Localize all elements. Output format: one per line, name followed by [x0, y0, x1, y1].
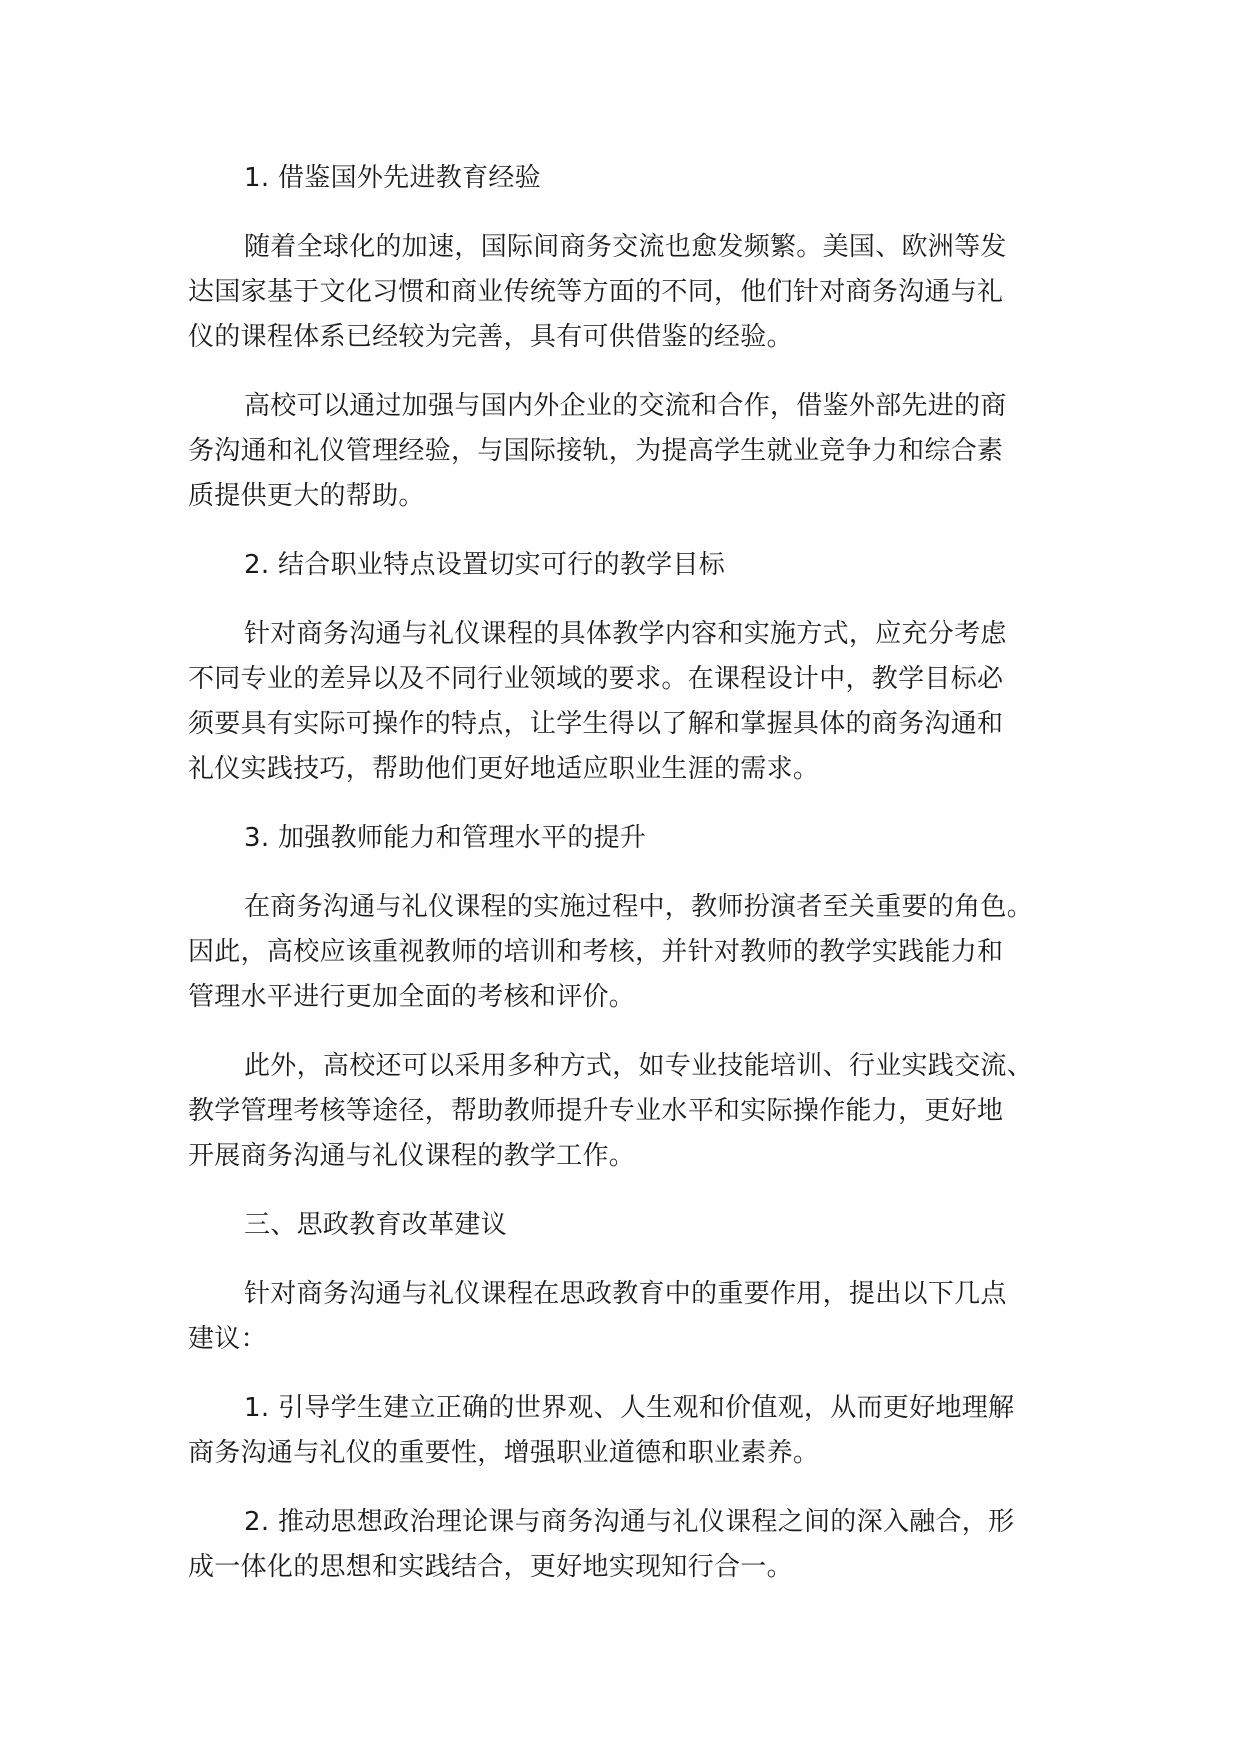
text-line: 质提供更大的帮助。	[188, 481, 425, 511]
text-line: 礼仪实践技巧，帮助他们更好地适应职业生涯的需求。	[188, 754, 820, 784]
body-paragraph	[188, 1044, 1068, 1179]
text-line: 针对商务沟通与礼仪课程的具体教学内容和实施方式，应充分考虑	[244, 619, 1007, 649]
paragraph-gap	[188, 861, 1068, 885]
body-paragraph	[188, 225, 1068, 360]
text-line: 随着全球化的加速，国际间商务交流也愈发频繁。美国、欧洲等发	[244, 232, 1007, 262]
text-line: 3. 加强教师能力和管理水平的提升	[244, 823, 647, 853]
section-heading	[188, 816, 1068, 861]
text-line: 建议：	[188, 1324, 267, 1354]
text-line: 高校可以通过加强与国内外企业的交流和合作，借鉴外部先进的商	[244, 391, 1007, 421]
paragraph-gap	[188, 360, 1068, 384]
paragraph-gap	[188, 1248, 1068, 1272]
text-line: 管理水平进行更加全面的考核和评价。	[188, 982, 636, 1012]
paragraph-gap	[188, 1476, 1068, 1500]
body-paragraph	[188, 1386, 1068, 1476]
document-body	[188, 156, 1068, 1590]
body-paragraph	[188, 885, 1068, 1020]
body-paragraph	[188, 384, 1068, 519]
paragraph-gap	[188, 201, 1068, 225]
text-line: 教学管理考核等途径，帮助教师提升专业水平和实际操作能力，更好地	[188, 1096, 1004, 1126]
paragraph-gap	[188, 1362, 1068, 1386]
text-line: 务沟通和礼仪管理经验，与国际接轨，为提高学生就业竞争力和综合素	[188, 436, 1004, 466]
section-heading	[188, 1203, 1068, 1248]
text-line: 1. 借鉴国外先进教育经验	[244, 163, 541, 193]
section-heading	[188, 156, 1068, 201]
text-line: 因此，高校应该重视教师的培训和考核，并针对教师的教学实践能力和	[188, 937, 1004, 967]
text-line: 仪的课程体系已经较为完善，具有可供借鉴的经验。	[188, 322, 793, 352]
paragraph-gap	[188, 1179, 1068, 1203]
text-line: 此外，高校还可以采用多种方式，如专业技能培训、行业实践交流、	[244, 1051, 1034, 1081]
text-line: 针对商务沟通与礼仪课程在思政教育中的重要作用，提出以下几点	[244, 1279, 1007, 1309]
paragraph-gap	[188, 588, 1068, 612]
text-line: 不同专业的差异以及不同行业领域的要求。在课程设计中，教学目标必	[188, 664, 1004, 694]
text-line: 须要具有实际可操作的特点，让学生得以了解和掌握具体的商务沟通和	[188, 709, 1004, 739]
body-paragraph	[188, 612, 1068, 792]
text-line: 三、思政教育改革建议	[244, 1210, 508, 1240]
text-line: 2. 推动思想政治理论课与商务沟通与礼仪课程之间的深入融合，形	[244, 1507, 1015, 1537]
text-line: 开展商务沟通与礼仪课程的教学工作。	[188, 1141, 636, 1171]
body-paragraph	[188, 1500, 1068, 1590]
text-line: 成一体化的思想和实践结合，更好地实现知行合一。	[188, 1552, 793, 1582]
text-line: 在商务沟通与礼仪课程的实施过程中，教师扮演者至关重要的角色。	[244, 892, 1034, 922]
text-line: 达国家基于文化习惯和商业传统等方面的不同，他们针对商务沟通与礼	[188, 277, 1004, 307]
text-line: 2. 结合职业特点设置切实可行的教学目标	[244, 550, 726, 580]
section-heading	[188, 543, 1068, 588]
text-line: 1. 引导学生建立正确的世界观、人生观和价值观，从而更好地理解	[244, 1393, 1015, 1423]
paragraph-gap	[188, 792, 1068, 816]
paragraph-gap	[188, 519, 1068, 543]
paragraph-gap	[188, 1020, 1068, 1044]
text-line: 商务沟通与礼仪的重要性，增强职业道德和职业素养。	[188, 1438, 820, 1468]
body-paragraph	[188, 1272, 1068, 1362]
